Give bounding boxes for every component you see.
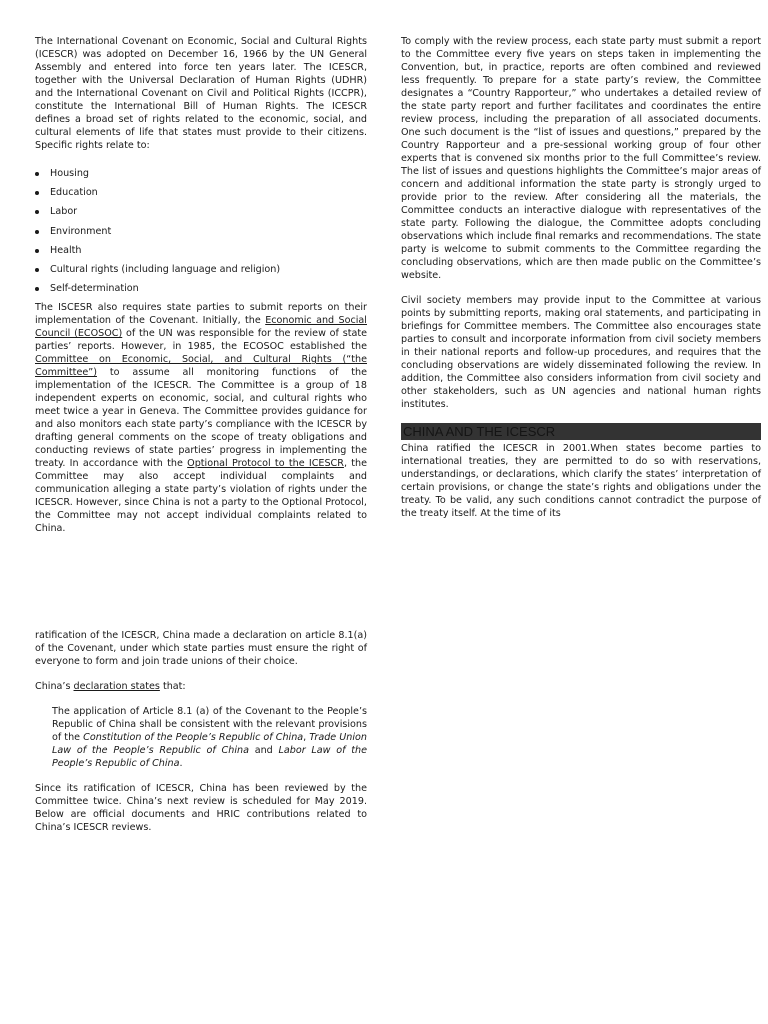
text-run: to assume all monitoring functions of the implementation of the ICESCR. The Committee is a group of 18 independent experts on economic, social, and cultural rights who meet twice a year in Geneva. The Committee provides guidance for and also monitors each state party’s compliance with the ICESCR by drafting general comments on the scope of treaty obligations and conducting reviews of state parties’ progress in implementing the treaty. In accordance with the [35, 367, 367, 470]
review-process-paragraph: To comply with the review process, each state party must submit a report to the Committee every five years on steps taken in implementing the Convention, but, in practice, reports are often combined and reviewed less frequently. To prepare for a state party’s review, the Committee designates a “Country Rapporteur,” who undertakes a detailed review of the state party report and further facilitates and coordinates the entire review process, including the preparation of all associated documents. One such document is the “list of issues and questions,” prepared by the Country Rapporteur and a pre-sessional working group of four other experts that is convened six months prior to the full Committee’s review. The list of issues and questions highlights the Committee’s major areas of concern and additional information the state party is strongly urged to provide prior to the review. After considering all the materials, the Committee conducts an interactive dialogue with representatives of the state party. Following the dialogue, the Committee adopts concluding observations which include final remarks and recommendations. The state party is welcome to submit comments to the Committee regarding the concluding observations, which are then made public on the Committee’s website. [401, 36, 761, 281]
list-item: Housing [35, 164, 367, 183]
list-item: Labor [35, 202, 367, 221]
list-item: Health [35, 241, 367, 260]
declaration-intro [35, 680, 367, 693]
declaration-states-link[interactable]: declaration states [73, 681, 160, 692]
text-run: The application of Article 8.1 (a) of the Covenant to the People’s Republic of China shall be consistent with the relevant provisions of the [52, 706, 367, 743]
list-item: Education [35, 183, 367, 202]
text-run: , [303, 732, 310, 743]
text-run: . [179, 758, 183, 769]
reviews-paragraph: Since its ratification of ICESCR, China has been reviewed by the Committee twice. China’s next review is scheduled for May 2019. Below are official documents and HRIC contributions related to China’s ICESCR reviews. [35, 783, 367, 833]
constitution-title: Constitution of the People’s Republic of China [83, 732, 304, 743]
left-column-top [35, 35, 367, 547]
ratification-paragraph: China ratified the ICESCR in 2001.When states become parties to international treaties, they are permitted to do so with reservations, understandings, or declarations, which clarify the states’ interpretation of certain provisions, or change the state’s rights and obligations under the treaty. To be valid, any such conditions cannot contradict the purpose of the treaty itself. At the time of its [401, 443, 761, 519]
declaration-paragraph: ratification of the ICESCR, China made a declaration on article 8.1(a) of the Covenant, under which state parties must ensure the right of everyone to form and join trade unions of their choice. [35, 630, 367, 667]
right-column-top [401, 35, 761, 532]
intro-paragraph: The International Covenant on Economic, Social and Cultural Rights (ICESCR) was adopted on December 16, 1966 by the UN General Assembly and entered into force ten years later. The ICESCR, together with the Universal Declaration of Human Rights (UDHR) and the International Covenant on Civil and Political Rights (ICCPR), constitute the International Bill of Human Rights. The ICESCR defines a broad set of rights related to the economic, social, and cultural elements of life that states must provide to their citizens. Specific rights relate to: [35, 36, 367, 151]
labor-law-title: Labor Law of the People’s Republic of China [52, 745, 367, 769]
reports-paragraph [35, 301, 367, 535]
text-run: , the Committee may also accept individual complaints and communication alleging a state party’s violation of rights under the ICESCR. However, since China is not a party to the Optional Protocol, the Committee may not accept individual complaints related to China. [35, 458, 368, 535]
trade-union-law-title: Trade Union Law of the People’s Republic of China [52, 732, 367, 756]
rights-list [35, 164, 367, 298]
optional-protocol-link[interactable]: Optional Protocol to the ICESCR [187, 458, 344, 470]
ecosoc-link[interactable]: Economic and Social Council (ECOSOC) [35, 315, 367, 340]
text-run: China’s [35, 681, 74, 692]
text-run: and [248, 745, 279, 756]
declaration-quote [52, 705, 367, 770]
text-run: The ISCESR also requires state parties to submit reports on their implementation of the Covenant. Initially, the [35, 302, 367, 327]
list-item: Cultural rights (including language and religion) [35, 260, 367, 279]
text-run: that: [159, 681, 186, 692]
text-run: of the UN was responsible for the review of state parties’ reports. However, in 1985, the ECOSOC established the [35, 328, 367, 353]
left-column-bottom [35, 629, 367, 846]
list-item: Environment [35, 222, 367, 241]
civil-society-paragraph: Civil society members may provide input to the Committee at various points by submitting reports, making oral statements, and participating in briefings for Committee members. The Committee also encourages state parties to consult and incorporate information from civil society members in their national reports and follow-up procedures, and requires that the concluding observations are widely disseminated following the review. In addition, the Committee also considers information from civil society and other stakeholders, such as UN agencies and national human rights institutes. [401, 295, 761, 410]
section-heading: CHINA AND THE ICESCR [401, 423, 761, 440]
committee-link[interactable]: Committee on Economic, Social, and Cultural Rights (“the Committee”) [35, 354, 367, 379]
list-item: Self-determination [35, 279, 367, 298]
